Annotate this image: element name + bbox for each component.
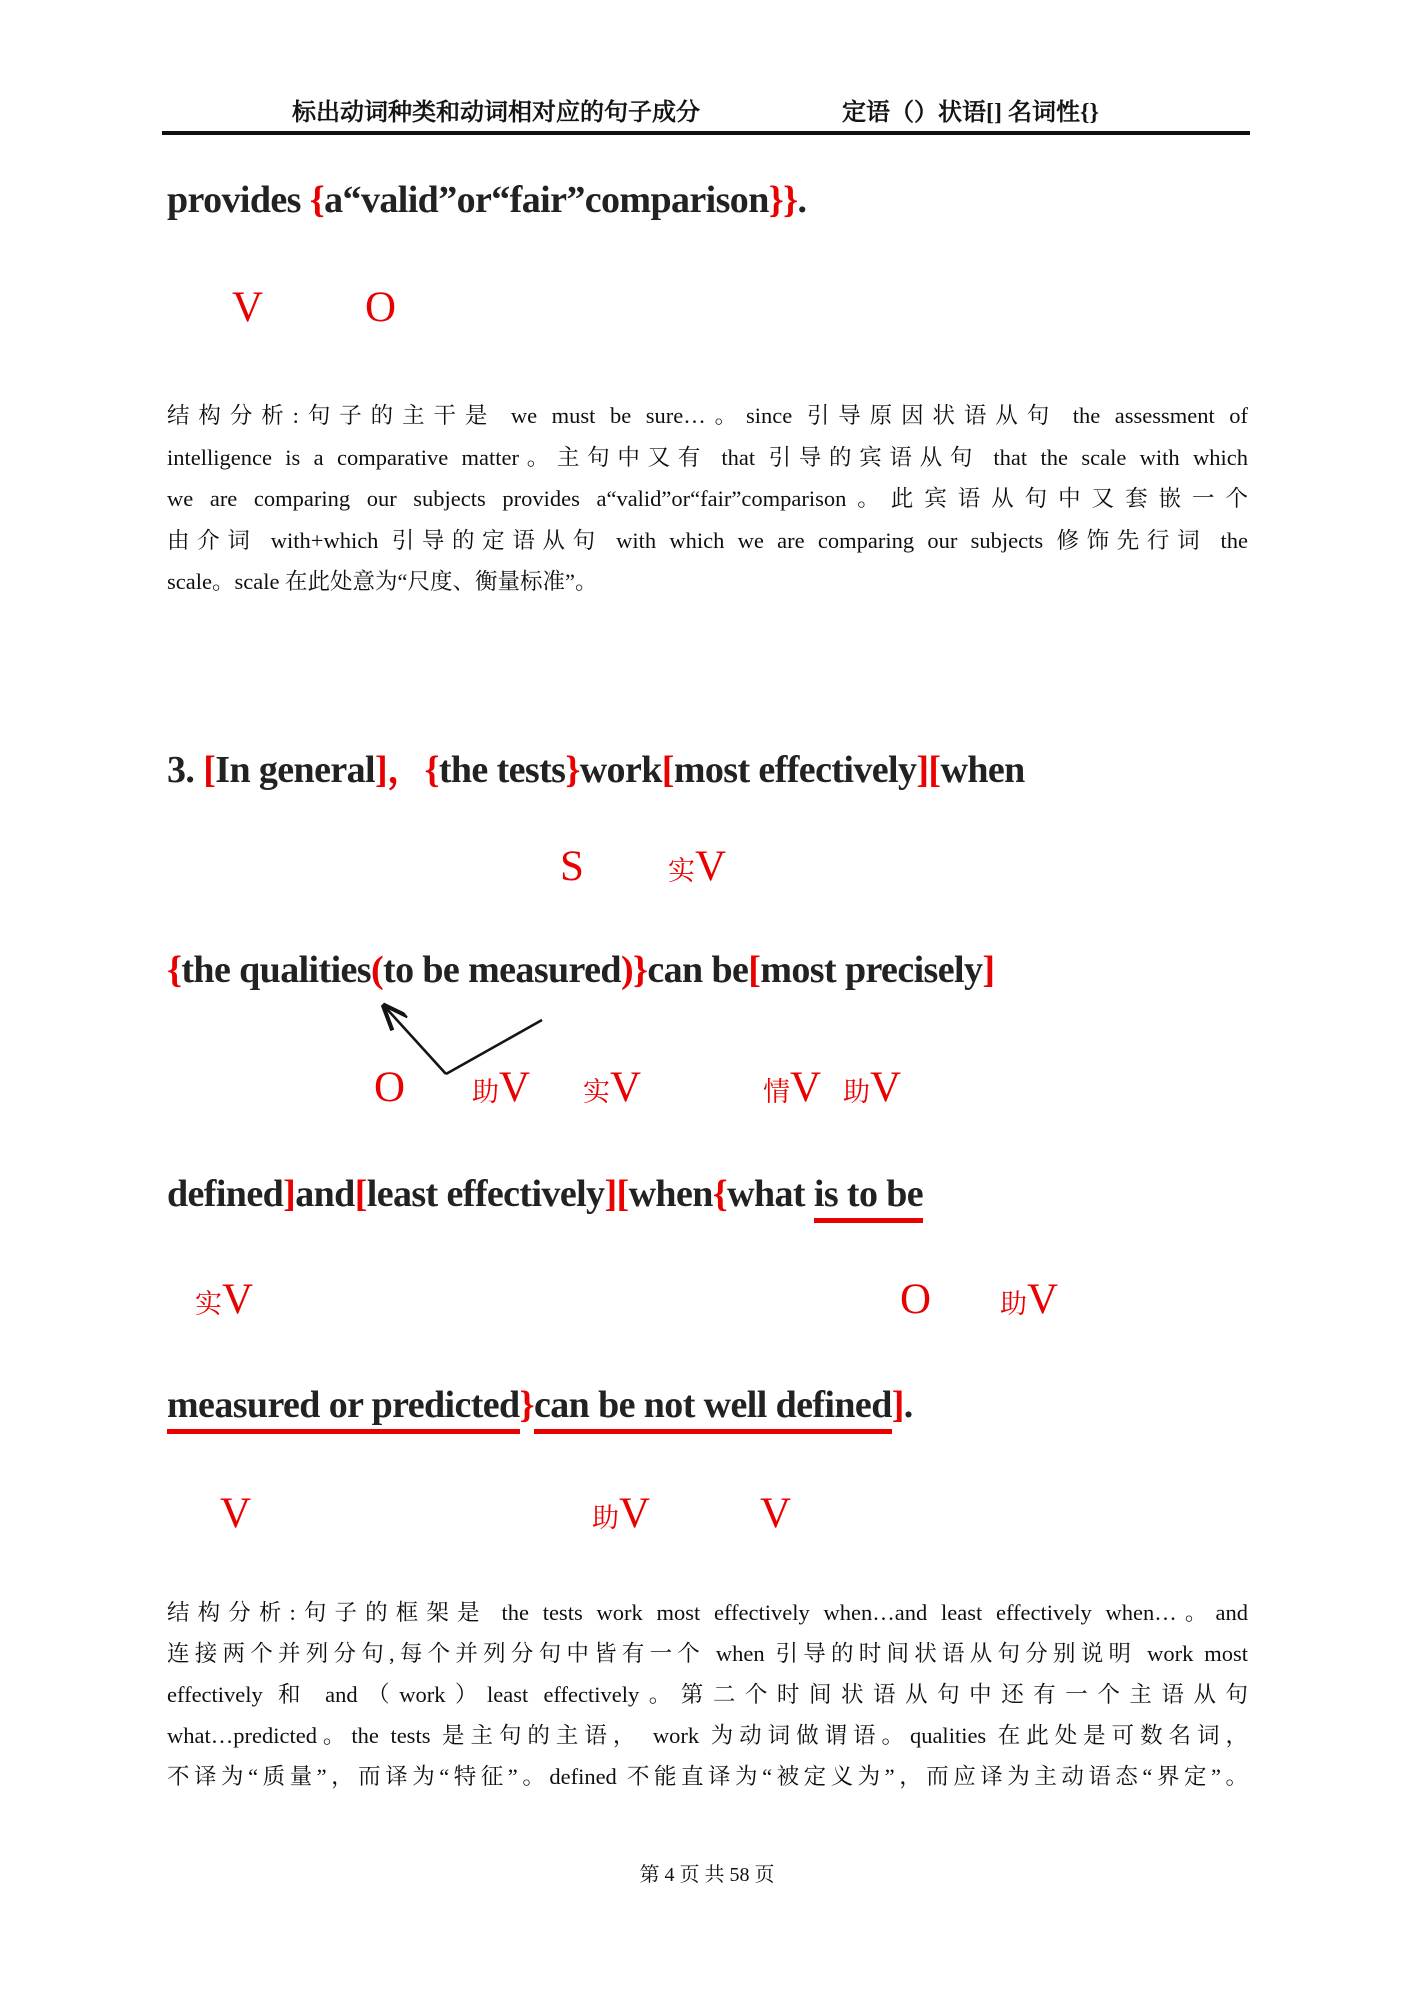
verb-label: V (760, 1490, 792, 1537)
analysis-line: intelligence is a comparative matter。主句中又有 that 引导的宾语从句 that the scale with which (167, 444, 1248, 470)
main-verb-label: 实V (195, 1276, 254, 1323)
header-rule (162, 131, 1250, 135)
subject-label: S (560, 843, 584, 890)
analysis-line: 结构分析:句子的框架是 the tests work most effectively when…and least effectively when…。and (167, 1600, 1248, 1625)
analysis-paragraph-1 (167, 395, 1248, 603)
page-number: 第 4 页 共 58 页 (639, 1864, 775, 1886)
verb-label: V (232, 284, 264, 331)
auxiliary-verb-label: 助V (472, 1064, 531, 1111)
verb-label: 实V (668, 843, 727, 890)
object-label: O (374, 1064, 406, 1111)
analysis-line: 不译为“质量”，而译为“特征”。defined 不能直译为“被定义为”，而应译为主动语态“界定”。 (167, 1764, 1248, 1789)
main-verb-label: 实V (583, 1064, 642, 1111)
header-instruction: 标出动词种类和动词相对应的句子成分 (292, 100, 700, 126)
object-label: O (365, 284, 397, 331)
analysis-line: 结构分析:句子的主干是 we must be sure…。since 引导原因状语从句 the assessment of (167, 403, 1248, 428)
sentence3-line2: {the qualities(to be measured)}can be[most precisely] (167, 949, 995, 991)
analysis-line: 连接两个并列分句,每个并列分句中皆有一个 when 引导的时间状语从句分别说明 work most (167, 1641, 1248, 1666)
sentence3-line1: 3. [In general]，{the tests}work[most effectively][when (167, 749, 1025, 791)
auxiliary-verb-label: 助V (1000, 1276, 1059, 1323)
verb-label: V (220, 1490, 252, 1537)
analysis-paragraph-2 (167, 1592, 1248, 1797)
modal-verb-label: 情V (763, 1064, 822, 1111)
sentence-fragment: provides {a“valid”or“fair”comparison}}. (167, 179, 807, 221)
sentence3-line4: measured or predicted}can be not well defined]. (167, 1383, 913, 1427)
analysis-line: 由介词 with+which 引导的定语从句 with which we are comparing our subjects 修饰先行词 the (167, 527, 1248, 553)
analysis-line: effectively 和 and（work）least effectively。第二个时间状语从句中还有一个主语从句 (167, 1682, 1248, 1707)
header-legend: 定语（）状语[] 名词性{} (842, 100, 1099, 126)
object-label: O (900, 1276, 932, 1323)
analysis-line: we are comparing our subjects provides a“valid”or“fair”comparison。此宾语从句中又套嵌一个 (167, 486, 1248, 512)
sentence3-line3: defined]and[least effectively][when{what is to be (167, 1172, 923, 1216)
analysis-line: scale。scale 在此处意为“尺度、衡量标准”。 (167, 569, 598, 595)
auxiliary-verb-label: 助V (843, 1064, 902, 1111)
auxiliary-verb-label: 助V (592, 1490, 651, 1537)
analysis-line: what…predicted。the tests 是主句的主语， work 为动词做谓语。qualities 在此处是可数名词， (167, 1723, 1248, 1748)
